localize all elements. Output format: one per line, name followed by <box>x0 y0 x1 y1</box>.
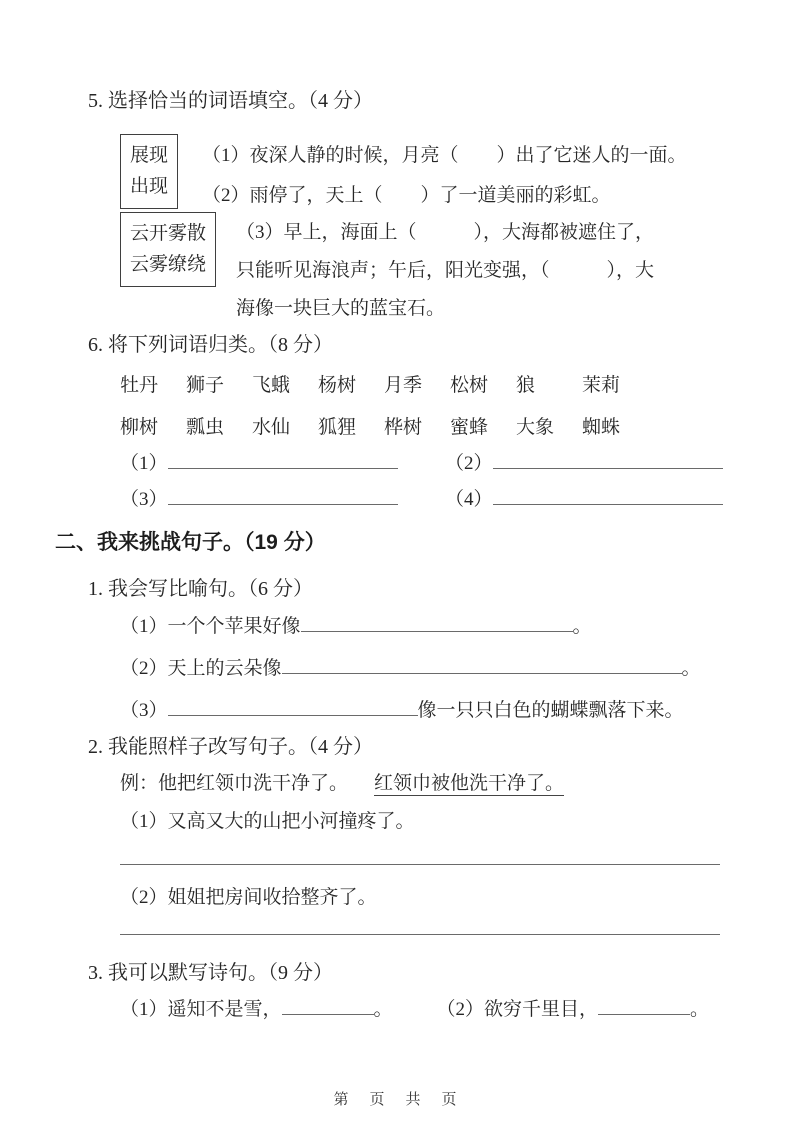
q5-title: 5. 选择恰当的词语填空。（4 分） <box>88 90 373 112</box>
q6-blank-label: （2） <box>445 453 493 474</box>
q6-answer-line-4 <box>493 484 723 505</box>
q2-example-prefix: 例：他把红领巾洗干净了。 <box>120 773 349 794</box>
q3-item-1-prefix: （1）遥知不是雪， <box>120 999 282 1020</box>
q6-blank-label: （1） <box>120 453 168 474</box>
q2-example-answer: 红领巾被他洗干净了。 <box>374 773 565 794</box>
q6-blank-row-2 <box>120 484 770 520</box>
q6-word: 桦树 <box>384 417 423 438</box>
q5-item-1: （1）夜深人静的时候，月亮（ ）出了它迷人的一面。 <box>202 145 687 166</box>
q6-word: 松树 <box>450 375 489 396</box>
q6-word: 水仙 <box>252 417 291 438</box>
q6-title: 6. 将下列词语归类。（8 分） <box>88 334 333 356</box>
q6-word: 瓢虫 <box>186 417 225 438</box>
q6-word: 狐狸 <box>318 417 357 438</box>
q5-item-3-line2: 只能听见海浪声；午后，阳光变强，（ ），大 <box>236 260 655 281</box>
q2-answer-line-2 <box>120 934 720 935</box>
q5-group2-lines <box>236 214 654 328</box>
q6-word: 蜘蛛 <box>582 417 621 438</box>
s2-q1-title: 1. 我会写比喻句。（6 分） <box>88 578 313 600</box>
q3-item-2-suffix: 。 <box>690 999 710 1020</box>
q6-word: 狼 <box>516 375 536 396</box>
q6-blank-row-1 <box>120 448 770 484</box>
q5-item-3-line3: 海像一块巨大的蓝宝石。 <box>236 298 446 319</box>
s2-q1-items <box>120 606 701 732</box>
q6-word-row-1 <box>120 370 648 412</box>
q3-item-2-prefix: （2）欲穷千里目， <box>436 999 599 1020</box>
q5-group2 <box>120 212 654 328</box>
word-box-1-line1: 展现 <box>130 145 169 166</box>
q6-word: 飞蛾 <box>252 375 291 396</box>
s2-q2-example <box>120 768 564 795</box>
q6-blank-2 <box>445 448 770 484</box>
q2-answer-line-1 <box>120 864 720 865</box>
q6-blank-label: （3） <box>120 489 168 510</box>
q5-word-box-2 <box>120 212 216 287</box>
q1-item-1-suffix: 。 <box>572 616 592 637</box>
q1-item-3-suffix: 像一只只白色的蝴蝶飘落下来。 <box>417 700 684 721</box>
q3-item-2-blank <box>598 994 690 1015</box>
q6-word: 狮子 <box>186 375 225 396</box>
q1-item-3-blank <box>168 695 418 716</box>
q5-group1 <box>120 134 687 216</box>
s2-q3-title: 3. 我可以默写诗句。（9 分） <box>88 962 333 984</box>
q6-answer-line-3 <box>168 484 398 505</box>
q6-blank-label: （4） <box>445 489 493 510</box>
word-box-1-line2: 出现 <box>130 176 169 198</box>
word-box-2-line2: 云雾缭绕 <box>130 254 207 276</box>
s2-q1-item-3 <box>120 690 701 732</box>
page-footer: 第 页 共 页 <box>333 1091 460 1108</box>
q6-blank-4 <box>445 484 770 520</box>
q1-item-1-blank <box>301 611 573 632</box>
q1-item-1-prefix: （1）一个个苹果好像 <box>120 616 301 637</box>
q6-answer-line-2 <box>493 448 723 469</box>
q6-blank-1 <box>120 448 445 484</box>
q1-item-3-prefix: （3） <box>120 700 168 721</box>
q6-word: 大象 <box>516 417 555 438</box>
q6-word: 蜜蜂 <box>450 417 489 438</box>
s2-q1-item-2 <box>120 648 701 690</box>
s2-q2-item-1: （1）又高又大的山把小河撞疼了。 <box>120 811 415 832</box>
q3-item-1-suffix: 。 <box>373 999 393 1020</box>
q6-word: 月季 <box>384 375 423 396</box>
word-box-2-line1: 云开雾散 <box>130 223 207 244</box>
s2-q2-item-2: （2）姐姐把房间收拾整齐了。 <box>120 887 377 908</box>
q6-word-list <box>120 370 648 454</box>
s2-q2-title: 2. 我能照样子改写句子。（4 分） <box>88 736 373 758</box>
q6-word: 牡丹 <box>120 375 159 396</box>
q6-answer-line-1 <box>168 448 398 469</box>
s2-q3-items <box>120 994 709 1021</box>
q3-item-1-blank <box>282 994 374 1015</box>
q1-item-2-prefix: （2）天上的云朵像 <box>120 658 282 679</box>
q6-word: 茉莉 <box>582 375 621 396</box>
q5-item-3-line1: （3）早上，海面上（ ），大海都被遮住了， <box>236 222 655 243</box>
q5-item-2: （2）雨停了，天上（ ）了一道美丽的彩虹。 <box>202 185 611 206</box>
q6-word: 杨树 <box>318 375 357 396</box>
q5-group1-lines <box>202 136 687 216</box>
q1-item-2-suffix: 。 <box>681 658 701 679</box>
q6-blank-3 <box>120 484 445 520</box>
q6-answer-blanks <box>120 448 770 520</box>
section2-title: 二、我来挑战句子。（19 分） <box>55 531 326 554</box>
q6-word: 柳树 <box>120 417 159 438</box>
q1-item-2-blank <box>282 653 682 674</box>
q5-word-box-1 <box>120 134 178 209</box>
s2-q1-item-1 <box>120 606 701 648</box>
